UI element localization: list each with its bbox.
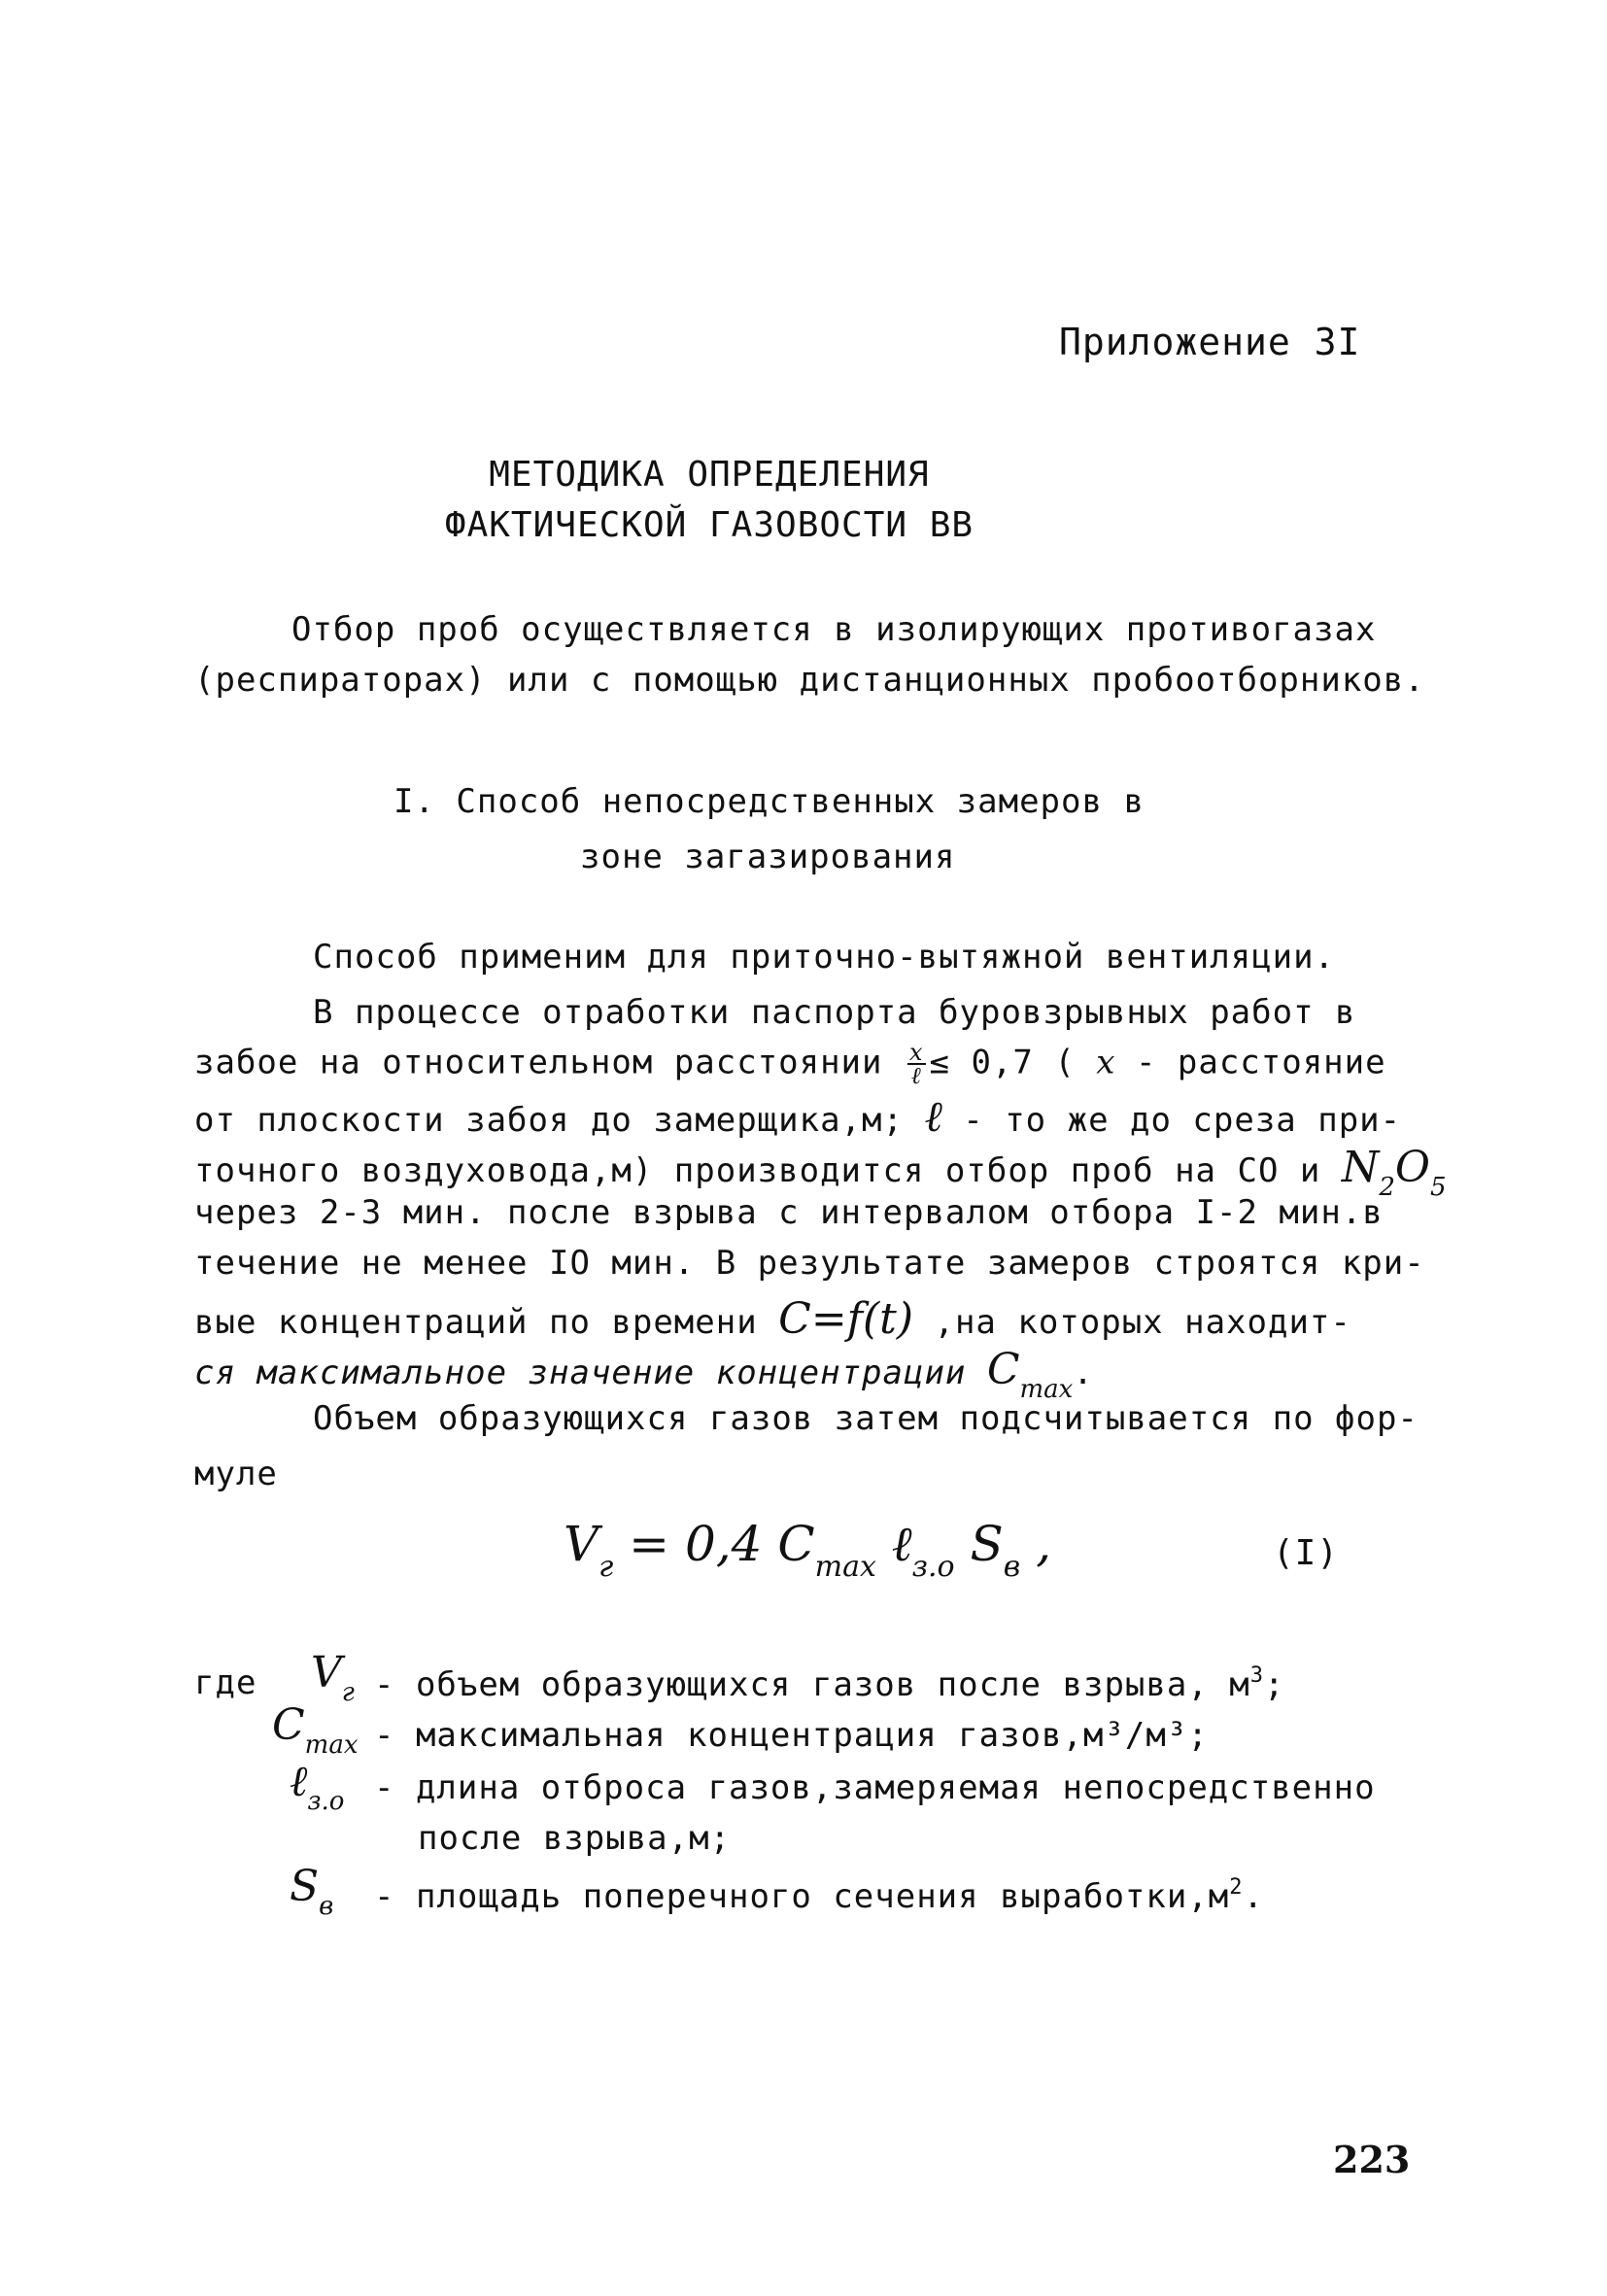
- page-number: 223: [1333, 2138, 1411, 2181]
- equation-number: (I): [1273, 1533, 1340, 1573]
- body-line-4-start: от плоскости забоя до замерщика,м;: [194, 1101, 925, 1140]
- body-line-2: В процессе отработки паспорта буровзрывных работ в: [313, 993, 1356, 1032]
- body-line-9: [194, 1345, 1094, 1404]
- title-line-1: МЕТОДИКА ОПРЕДЕЛЕНИЯ: [489, 455, 930, 495]
- o-symbol: O: [1394, 1143, 1430, 1192]
- formula-s-subscript: в: [1003, 1550, 1021, 1584]
- x-symbol: x: [1096, 1043, 1115, 1082]
- appendix-label: Приложение 3I: [1059, 321, 1361, 363]
- legend-v-text: - объем образующихся газов после взрыва, м: [374, 1665, 1250, 1704]
- body-line-11: муле: [194, 1455, 278, 1493]
- intro-line-1: Отбор проб осуществляется в изолирующих противогазах: [291, 610, 1377, 649]
- section-heading-line-2: зоне загазирования: [580, 838, 956, 876]
- where-label: где: [194, 1663, 257, 1702]
- legend-symbol-v: [311, 1648, 355, 1707]
- formula-c: C: [777, 1516, 815, 1572]
- n-subscript: 2: [1379, 1173, 1395, 1202]
- formula-l: ℓ: [875, 1516, 912, 1572]
- body-line-9-start: ся максимальное значение концентрации: [194, 1354, 987, 1392]
- section-heading-line-1: I. Способ непосредственных замеров в: [393, 782, 1145, 821]
- legend-l: ℓ: [290, 1757, 308, 1806]
- body-line-6: через 2-3 мин. после взрыва с интервалом отбора I-2 мин.в: [194, 1193, 1384, 1232]
- legend-c-subscript: max: [304, 1731, 359, 1760]
- legend-definition-l-continued: после взрыва,м;: [418, 1819, 732, 1858]
- legend-s: S: [290, 1862, 320, 1911]
- legend-definition-s: [374, 1875, 1264, 1916]
- legend-v-end: ;: [1263, 1665, 1285, 1704]
- n2o5-formula: [1341, 1143, 1447, 1202]
- formula-coefficient: = 0,4: [613, 1516, 778, 1572]
- formula-v-subscript: г: [598, 1550, 614, 1584]
- formula-s: S: [954, 1516, 1004, 1572]
- l-symbol: ℓ: [924, 1092, 942, 1142]
- legend-s-end: .: [1243, 1877, 1264, 1916]
- legend-symbol-cmax: [272, 1700, 359, 1760]
- concentration-function: C=f(t): [778, 1294, 913, 1344]
- legend-s-superscript: 2: [1229, 1875, 1244, 1900]
- body-line-3: [194, 1039, 1386, 1089]
- body-line-9-dot: .: [1073, 1354, 1094, 1392]
- body-line-8: [194, 1294, 1351, 1344]
- formula-tail: ,: [1020, 1516, 1052, 1572]
- body-line-7: течение не менее IO мин. В результате замеров строятся кри-: [194, 1244, 1425, 1283]
- legend-v-superscript: 3: [1249, 1663, 1264, 1688]
- legend-c: C: [272, 1700, 305, 1750]
- legend-definition-l: - длина отброса газов,замеряемая непосредственно: [374, 1768, 1376, 1807]
- c-subscript: max: [1019, 1375, 1074, 1404]
- legend-symbol-s: [290, 1862, 333, 1921]
- formula-v: V: [564, 1516, 599, 1572]
- ratio-fraction: [907, 1039, 926, 1089]
- body-line-8-end: ,на которых находит-: [913, 1303, 1351, 1342]
- body-line-8-start: вые концентраций по времени: [194, 1303, 779, 1342]
- body-line-4-end: - то же до среза при-: [941, 1101, 1402, 1140]
- body-line-1: Способ применим для приточно-вытяжной вентиляции.: [313, 938, 1336, 977]
- n-symbol: N: [1341, 1143, 1380, 1192]
- legend-v: V: [311, 1648, 342, 1697]
- body-line-4: [194, 1092, 1401, 1142]
- c-symbol: C: [986, 1345, 1020, 1394]
- legend-symbol-l: [290, 1757, 344, 1816]
- cmax-symbol: [986, 1345, 1074, 1404]
- fraction-denominator: ℓ: [910, 1062, 922, 1089]
- o-subscript: 5: [1429, 1173, 1447, 1202]
- body-line-10: Объем образующихся газов затем подсчитывается по фор-: [313, 1399, 1419, 1438]
- legend-v-subscript: г: [341, 1678, 355, 1707]
- legend-l-subscript: з.о: [307, 1787, 345, 1816]
- gas-volume-formula: [564, 1516, 1051, 1584]
- intro-line-2: (респираторах) или с помощью дистанционных пробоотборников.: [194, 661, 1425, 700]
- legend-definition-v: [374, 1663, 1284, 1704]
- body-line-3-mid: ≤ 0,7 (: [929, 1043, 1097, 1082]
- title-line-2: ФАКТИЧЕСКОЙ ГАЗОВОСТИ ВВ: [444, 505, 974, 545]
- formula-c-subscript: max: [814, 1550, 876, 1584]
- fraction-numerator: x: [908, 1039, 924, 1066]
- body-line-3-end: - расстояние: [1114, 1043, 1386, 1082]
- body-line-3-start: забое на относительном расстоянии: [194, 1043, 904, 1082]
- body-line-5-start: точного воздуховода,м) производится отбор проб на СО и: [194, 1151, 1342, 1190]
- formula-l-subscript: з.о: [911, 1550, 955, 1584]
- legend-definition-cmax: - максимальная концентрация газов,м³/м³;: [374, 1716, 1209, 1755]
- legend-s-text: - площадь поперечного сечения выработки,м: [374, 1877, 1230, 1916]
- legend-s-subscript: в: [319, 1892, 334, 1921]
